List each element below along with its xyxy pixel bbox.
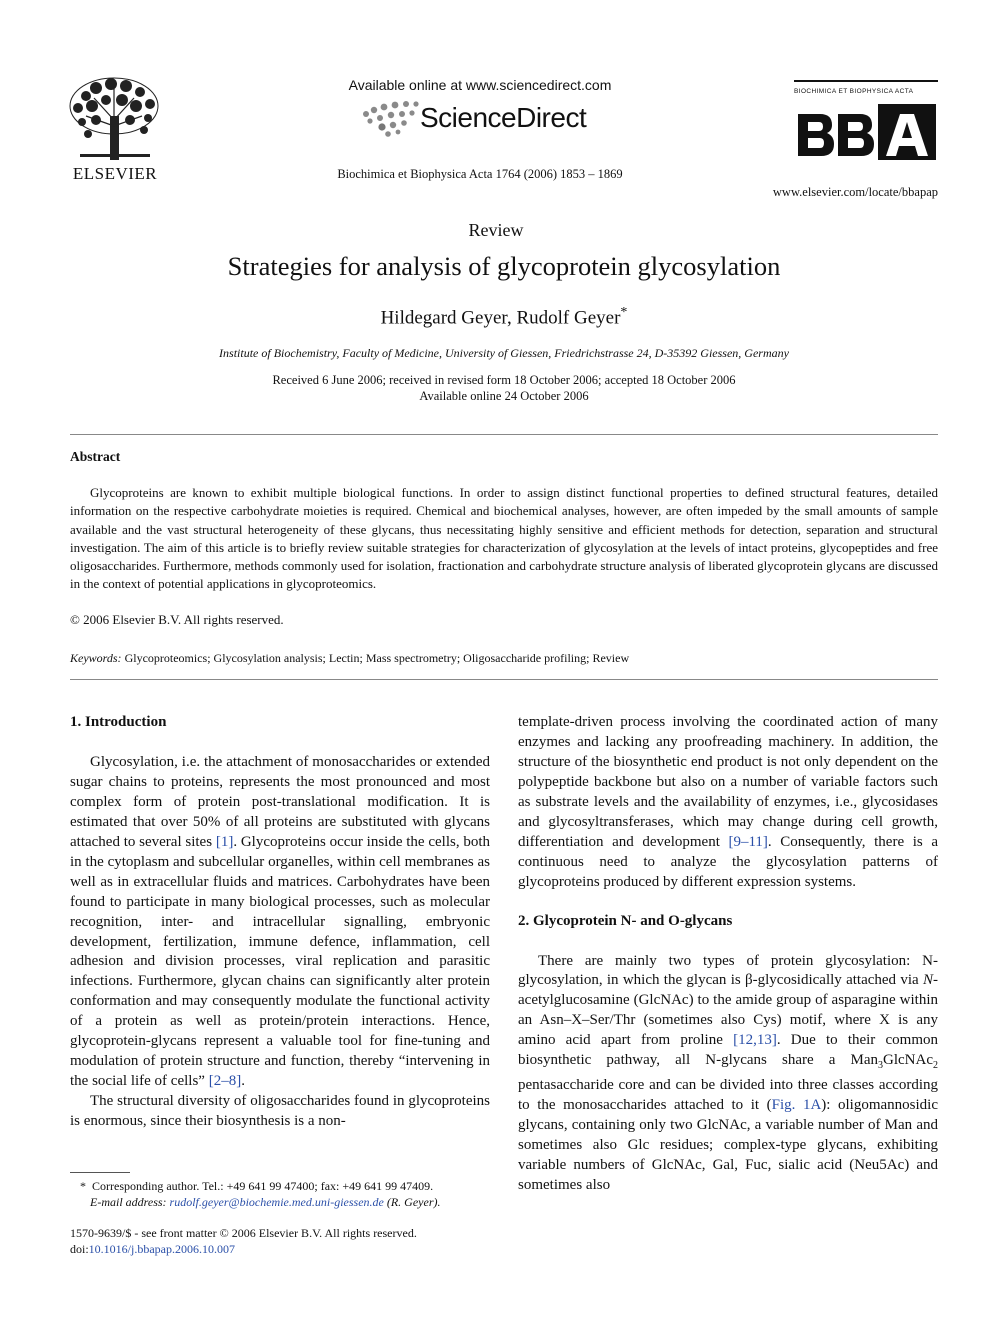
footnote	[70, 1178, 490, 1210]
bba-journal-name: BIOCHIMICA ET BIOPHYSICA ACTA	[794, 88, 914, 95]
elsevier-logo	[66, 76, 164, 184]
journal-url[interactable]: www.elsevier.com/locate/bbapap	[772, 185, 938, 199]
journal-citation: Biochimica et Biophysica Acta 1764 (2006) 1853 – 1869	[337, 167, 623, 181]
intro-paragraph-2: The structural diversity of oligosaccharides found in glycoproteins is enormous, since their biosynthesis is a non-	[70, 1093, 490, 1130]
abstract-text: Glycoproteins are known to exhibit multiple biological functions. In order to assign distinct functional properties to defined structural features, detailed information on the respective carbohydrate moieties is required. Chemical and biochemical analyses, however, are often impeded by the small amounts of sample available and the vast structural heterogeneity of these glycans, thus necessitating highly sensitive and efficient methods for detection, separation and structural investigation. The aim of this article is to briefly review suitable strategies for characterization of glycosylation at the levels of intact proteins, glycopeptides and free oligosaccharides. Furthermore, methods commonly used for isolation, fractionation and carbohydrate structure analysis of liberated glycoprotein glycans are discussed in the context of potential applications in glycoproteomics.	[70, 485, 938, 592]
doi-line: doi:10.1016/j.bbapap.2006.10.007	[70, 1242, 235, 1256]
publisher-name: ELSEVIER	[72, 164, 158, 183]
intro-paragraph-1: Glycosylation, i.e. the attachment of monosaccharides or extended sugar chains to proteins, represents the most pronounced and most complex form of protein post-translational modification. It is estimated that over 50% of all proteins are substituted with glycans attached to several sites [1]. Glycoproteins occur inside the cells, both in the cytoplasm and subcellular organelles, within cell membranes as well as in extracellular fluids and matrices. Carbohydrates have been found to participate in many biological processes, such as molecular recognition, inter- and intracellular signalling, embryonic development, fertilization, immune defence, inflammation, cell adhesion and division processes, viral replication and parasitic infections. Furthermore, glycan chains can significantly alter protein conformation and may consequently modulate the functional activity of a protein as well as protein/protein interactions. Hence, glycoprotein-glycans represent a valuable tool for fine-tuning and modulation of protein structure and function, thereby “intervening in the social life of cells” [2–8].	[70, 753, 490, 1090]
available-date: Available online 24 October 2006	[419, 389, 589, 403]
abstract-heading: Abstract	[70, 449, 121, 464]
keywords	[70, 651, 629, 666]
article-dates	[0, 372, 992, 404]
footnote-rule	[70, 1172, 130, 1173]
figure-link[interactable]: Fig. 1A	[771, 1097, 822, 1114]
divider	[70, 434, 938, 435]
section-2-paragraph-1: There are mainly two types of protein glycosylation: N-glycosylation, in which the glycan is β-glycosidically attached via N-acetylglucosamine (GlcNAc) to the amide group of asparagine within an Asn–X–Ser/Thr (sometimes also Cys) motif, where X is any amino acid apart from proline [12,13]. Due to their common biosynthetic pathway, all N-glycans share a Man$_3$GlcNAc$_2$ pentasaccharide core and can be divided into three classes according to the monosaccharides attached to it (Fig. 1A): oligomannosidic glycans, containing only two GlcNAc, a variable number of Man and sometimes also Glc residues; complex-type glycans, exhibiting variable numbers of GlcNAc, Gal, Fuc, sialic acid (Neu5Ac) and sometimes also	[518, 952, 938, 1194]
doi-link[interactable]: 10.1016/j.bbapap.2006.10.007	[88, 1242, 235, 1256]
email-link[interactable]: rudolf.geyer@biochemie.med.uni-giessen.de	[169, 1195, 384, 1209]
available-online[interactable]: Available online at www.sciencedirect.com	[348, 77, 612, 93]
affiliation: Institute of Biochemistry, Faculty of Medicine, University of Giessen, Friedrichstrasse 24, D-35392 Giessen, Germany	[219, 346, 789, 360]
right-column	[518, 713, 938, 1196]
citation-link[interactable]: [1]	[215, 833, 234, 850]
corresponding-author-note: * Corresponding author. Tel.: +49 641 99 47400; fax: +49 641 99 47409.	[80, 1179, 434, 1193]
elsevier-tree-icon	[66, 76, 164, 162]
sciencedirect-dots-icon	[360, 98, 420, 138]
citation-link[interactable]: [2–8]	[208, 1073, 242, 1090]
section-2-heading: 2. Glycoprotein N- and O-glycans	[518, 912, 733, 929]
front-matter	[70, 1225, 417, 1257]
authors-text: Hildegard Geyer, Rudolf Geyer	[380, 307, 621, 329]
bba-rule	[794, 80, 938, 82]
email-line: E-mail address: rudolf.geyer@biochemie.med.uni-giessen.de (R. Geyer).	[90, 1195, 441, 1209]
introduction-heading: 1. Introduction	[70, 714, 167, 730]
left-column	[70, 713, 490, 1132]
author-list	[0, 305, 992, 329]
abstract-copyright: © 2006 Elsevier B.V. All rights reserved.	[70, 612, 284, 627]
intro-paragraph-2-cont: template-driven process involving the coordinated action of many enzymes and lacking any proofreading machinery. In addition, the structure of the biosynthetic end product is not only dependent on the polypeptide backbone but also on a number of variable factors such as substrate levels and the availability of enzymes, i.e., glycosidases and glycosyltransferases, which may change during cell growth, differentiation and development [9–11]. Consequently, there is a continuous need to analyze the glycosylation patterns of glycoproteins produced by different expression systems.	[518, 714, 938, 890]
keywords-label: Keywords:	[70, 651, 122, 665]
citation-link[interactable]: [9–11]	[728, 833, 768, 850]
citation-link[interactable]: [12,13]	[733, 1032, 777, 1049]
keywords-list: Glycoproteomics; Glycosylation analysis; Lectin; Mass spectrometry; Oligosaccharide profiling; Review	[124, 651, 630, 665]
divider	[70, 679, 938, 680]
article-type: Review	[468, 220, 524, 240]
corresponding-author-mark[interactable]: *	[620, 305, 628, 320]
sciencedirect-wordmark: ScienceDirect	[420, 102, 587, 133]
article-title: Strategies for analysis of glycoprotein glycosylation	[227, 251, 781, 281]
bba-journal-logo	[794, 80, 938, 169]
bba-logo-icon	[794, 100, 938, 164]
received-dates: Received 6 June 2006; received in revised form 18 October 2006; accepted 18 October 2006	[272, 373, 736, 387]
sciencedirect-logo[interactable]	[360, 98, 610, 140]
issn-line: 1570-9639/$ - see front matter © 2006 Elsevier B.V. All rights reserved.	[70, 1226, 417, 1240]
